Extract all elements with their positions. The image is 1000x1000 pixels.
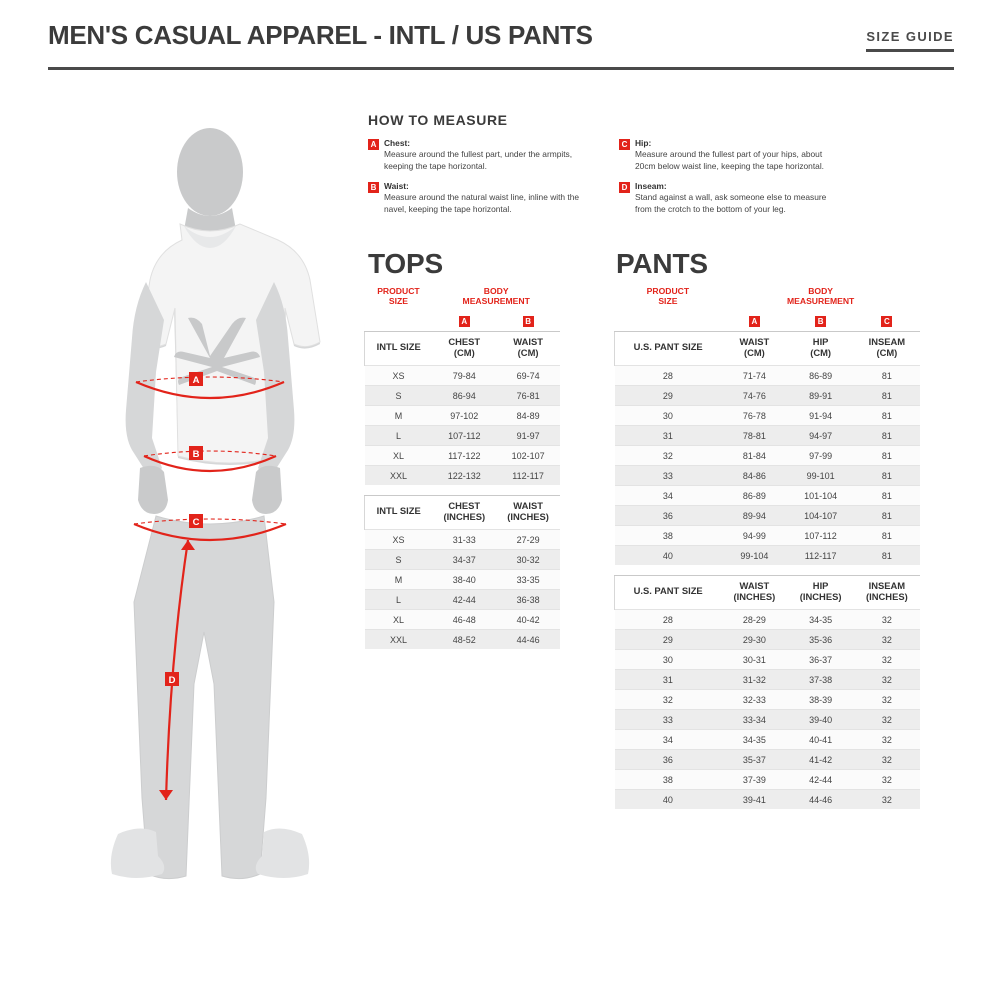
table-cell: 35-37 [721,750,787,770]
marker-cell [721,311,787,332]
table-cell: XS [365,530,433,550]
table-cell: M [365,570,433,590]
how-to-measure-item [619,138,844,172]
table-cell: 30 [615,650,722,670]
how-to-measure-text [384,181,593,215]
table-cell: 40 [615,790,722,810]
table-cell: 78-81 [721,426,787,446]
table-cell: 40-41 [788,730,854,750]
how-to-measure-label: Inseam: [635,181,667,192]
table-row [365,610,561,630]
marker-a-icon: A [459,316,470,327]
how-to-measure-body: Measure around the fullest part, under the armpits, keeping the tape horizontal. [384,149,573,171]
how-to-measure-column-left [368,138,593,224]
table-cell: 81 [854,546,920,566]
table-cell: 91-94 [788,406,854,426]
table-cell: S [365,386,433,406]
table-cell: 97-102 [432,406,496,426]
column-header: CHEST (INCHES) [432,495,496,530]
marker-c-icon: C [881,316,892,327]
table-cell: 33-34 [721,710,787,730]
column-header: U.S. PANT SIZE [615,575,722,610]
table-cell: 34-35 [788,610,854,630]
how-to-measure-text [635,181,844,215]
column-header: INSEAM (CM) [854,331,920,366]
table-spacer-cell [615,565,921,575]
table-cell: 122-132 [432,466,496,486]
table-spacer [365,485,561,495]
table-cell: 102-107 [496,446,560,466]
table-cell: 36-38 [496,590,560,610]
table-cell: XS [365,366,433,386]
table-cell: 32 [854,770,920,790]
table-cell: 35-36 [788,630,854,650]
table-cell: 79-84 [432,366,496,386]
table-cell: 117-122 [432,446,496,466]
table-cell: 76-81 [496,386,560,406]
table-column-header-row [365,495,561,530]
column-header: CHEST (CM) [432,331,496,366]
table-cell: 86-89 [788,366,854,386]
table-row [365,570,561,590]
table-cell: 31 [615,670,722,690]
table-cell: 81 [854,486,920,506]
column-header: WAIST (INCHES) [496,495,560,530]
table-cell: M [365,406,433,426]
table-row [365,590,561,610]
table-cell: 94-97 [788,426,854,446]
table-row [615,630,921,650]
marker-cell [432,311,496,332]
marker-cell [496,311,560,332]
table-cell: 32 [854,730,920,750]
table-cell: 31 [615,426,722,446]
marker-b-icon: B [523,316,534,327]
table-row [615,526,921,546]
table-cell: 32 [854,690,920,710]
svg-text:D: D [168,675,176,686]
table-cell: 37-39 [721,770,787,790]
table-cell: 30-31 [721,650,787,670]
table-cell: 91-97 [496,426,560,446]
table-cell: 74-76 [721,386,787,406]
table-cell: 41-42 [788,750,854,770]
marker-a-icon: A [368,139,379,150]
table-cell: 34 [615,486,722,506]
tops-section-title: TOPS [368,248,443,279]
table-cell: 81 [854,406,920,426]
how-to-measure-body: Measure around the fullest part of your hips, about 20cm below waist line, keeping the tape horizontal. [635,149,825,171]
table-cell: 48-52 [432,630,496,650]
table-column-header-row [615,575,921,610]
table-cell: 42-44 [432,590,496,610]
table-cell: 81 [854,466,920,486]
svg-text:A: A [192,375,200,386]
size-guide-badge: SIZE GUIDE [866,29,954,52]
marker-a-icon: A [749,316,760,327]
table-cell: 38 [615,526,722,546]
table-cell: 32 [854,650,920,670]
table-cell: S [365,550,433,570]
table-cell: 40-42 [496,610,560,630]
table-cell: 29 [615,386,722,406]
table-cell: 29-30 [721,630,787,650]
table-cell: 30 [615,406,722,426]
table-spacer [615,565,921,575]
table-cell: 32 [854,790,920,810]
table-cell: 84-86 [721,466,787,486]
table-cell: 27-29 [496,530,560,550]
page-header [48,18,954,70]
table-row [365,366,561,386]
table-cell: 31-32 [721,670,787,690]
table-cell: 76-78 [721,406,787,426]
how-to-measure-label: Chest: [384,138,411,148]
table-cell: 34-37 [432,550,496,570]
table-header-row [365,284,561,311]
marker-spacer [365,311,433,332]
table-row [615,406,921,426]
pants-size-table [614,284,920,809]
how-to-measure-title: HOW TO MEASURE [368,112,508,128]
how-to-measure-item [619,181,844,215]
table-cell: 32-33 [721,690,787,710]
table-cell: 31-33 [432,530,496,550]
marker-c-icon: C [619,139,630,150]
table-cell: 81 [854,446,920,466]
table-cell: 36-37 [788,650,854,670]
marker-b-icon: B [368,182,379,193]
table-cell: 32 [854,610,920,630]
column-header: INSEAM (INCHES) [854,575,920,610]
table-column-header-row [615,331,921,366]
table-cell: 46-48 [432,610,496,630]
how-to-measure-body: Measure around the natural waist line, inline with the navel, keeping the tape horizontal. [384,192,580,214]
table-cell: 42-44 [788,770,854,790]
table-header-row [615,284,921,311]
table-cell: 36 [615,506,722,526]
table-cell: 81 [854,426,920,446]
table-cell: 97-99 [788,446,854,466]
pants-section-title: PANTS [616,248,708,279]
table-row [615,486,921,506]
table-row [615,670,921,690]
table-row [615,466,921,486]
body-measurement-figure [60,120,360,880]
table-cell: XXL [365,630,433,650]
table-cell: 71-74 [721,366,787,386]
table-cell: 28-29 [721,610,787,630]
table-cell: 81 [854,526,920,546]
table-row [615,386,921,406]
table-row [615,750,921,770]
table-cell: XXL [365,466,433,486]
column-header: INTL SIZE [365,495,433,530]
table-cell: 32 [615,690,722,710]
product-size-header: PRODUCT SIZE [377,286,420,306]
table-row [615,366,921,386]
table-cell: XL [365,610,433,630]
table-cell: L [365,590,433,610]
table-cell: 94-99 [721,526,787,546]
table-cell: 29 [615,630,722,650]
table-row [615,506,921,526]
table-cell: 86-89 [721,486,787,506]
how-to-measure-label: Hip: [635,138,652,148]
table-row [365,426,561,446]
table-marker-row [365,311,561,332]
table-cell: 112-117 [496,466,560,486]
table-cell: 40 [615,546,722,566]
marker-spacer [615,311,722,332]
how-to-measure-column-right [619,138,844,224]
table-row [615,650,921,670]
table-row [615,710,921,730]
table-cell: 38-40 [432,570,496,590]
table-cell: 81 [854,506,920,526]
table-cell: 89-94 [721,506,787,526]
table-row [365,386,561,406]
body-measurement-header: BODY MEASUREMENT [786,286,855,306]
product-size-header: PRODUCT SIZE [646,286,690,306]
mannequin-illustration [60,120,360,880]
table-cell: 38-39 [788,690,854,710]
table-cell: 104-107 [788,506,854,526]
table-cell: 107-112 [788,526,854,546]
table-row [365,550,561,570]
table-row [365,446,561,466]
how-to-measure-item [368,181,593,215]
body-measurement-header: BODY MEASUREMENT [462,286,530,306]
table-cell: 37-38 [788,670,854,690]
table-cell: 81-84 [721,446,787,466]
table-cell: 81 [854,386,920,406]
how-to-measure-text [384,138,593,172]
table-cell: 32 [854,630,920,650]
table-row [615,610,921,630]
marker-d-icon: D [619,182,630,193]
table-row [365,466,561,486]
table-cell: 107-112 [432,426,496,446]
table-cell: 86-94 [432,386,496,406]
table-cell: 32 [854,710,920,730]
table-row [615,690,921,710]
table-row [615,546,921,566]
table-cell: 44-46 [496,630,560,650]
column-header: WAIST (INCHES) [721,575,787,610]
how-to-measure-item [368,138,593,172]
table-row [615,770,921,790]
column-header: U.S. PANT SIZE [615,331,722,366]
table-row [615,790,921,810]
marker-cell [788,311,854,332]
table-cell: 30-32 [496,550,560,570]
table-cell: 89-91 [788,386,854,406]
table-cell: 38 [615,770,722,790]
column-header: WAIST (CM) [721,331,787,366]
table-cell: 99-101 [788,466,854,486]
column-header: INTL SIZE [365,331,433,366]
table-row [365,406,561,426]
table-cell: 32 [854,670,920,690]
table-row [615,446,921,466]
column-header: HIP (INCHES) [788,575,854,610]
size-guide-badge-wrap [866,18,954,49]
page-title: MEN'S CASUAL APPAREL - INTL / US PANTS [48,20,593,50]
table-cell: 84-89 [496,406,560,426]
svg-text:C: C [192,517,200,528]
table-cell: L [365,426,433,446]
table-cell: 34 [615,730,722,750]
table-cell: 81 [854,366,920,386]
table-cell: 36 [615,750,722,770]
table-cell: 69-74 [496,366,560,386]
table-cell: 99-104 [721,546,787,566]
table-cell: 28 [615,366,722,386]
table-cell: 32 [854,750,920,770]
table-cell: 33 [615,466,722,486]
pants-table [614,284,920,809]
table-cell: 101-104 [788,486,854,506]
table-cell: 32 [615,446,722,466]
how-to-measure-section [368,112,928,224]
table-cell: 39-41 [721,790,787,810]
table-cell: 33-35 [496,570,560,590]
table-column-header-row [365,331,561,366]
table-cell: 28 [615,610,722,630]
tops-table [364,284,560,649]
svg-text:B: B [192,449,200,460]
column-header: HIP (CM) [788,331,854,366]
table-spacer-cell [365,485,561,495]
table-cell: 33 [615,710,722,730]
table-cell: 44-46 [788,790,854,810]
table-cell: 112-117 [788,546,854,566]
table-cell: 39-40 [788,710,854,730]
marker-b-icon: B [815,316,826,327]
how-to-measure-body: Stand against a wall, ask someone else to measure from the crotch to the bottom of your leg. [635,192,827,214]
table-cell: XL [365,446,433,466]
column-header: WAIST (CM) [496,331,560,366]
how-to-measure-text [635,138,844,172]
how-to-measure-label: Waist: [384,181,409,192]
table-marker-row [615,311,921,332]
table-row [615,730,921,750]
table-cell: 34-35 [721,730,787,750]
tops-size-table [364,284,560,649]
marker-cell [854,311,920,332]
table-row [365,530,561,550]
table-row [615,426,921,446]
table-row [365,630,561,650]
